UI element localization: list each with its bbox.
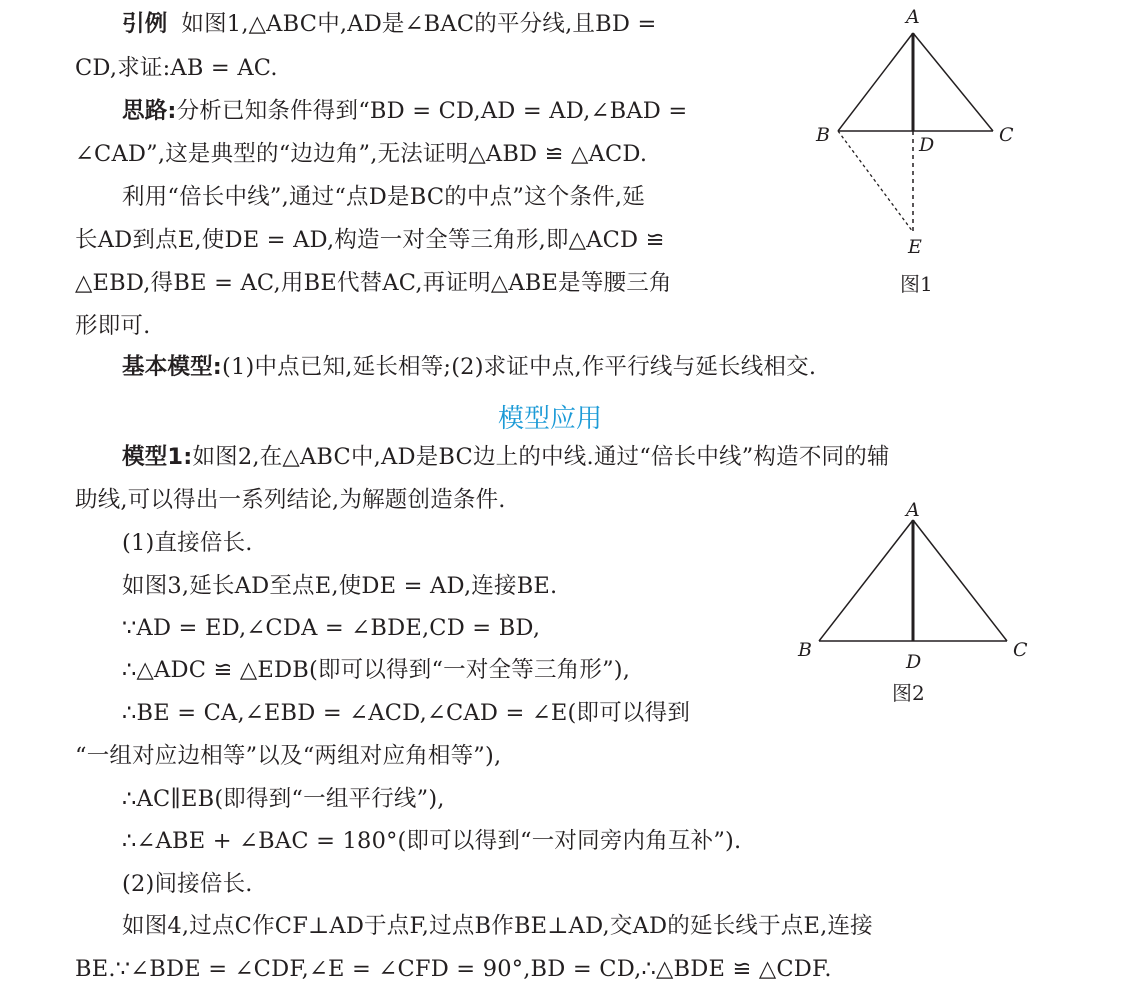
- model-line-6: ∴△ADC ≌ △EDB(即可以得到“一对全等三角形”),: [122, 657, 631, 683]
- model-line-12: 如图4,过点C作CF⊥AD于点F,过点B作BE⊥AD,交AD的延长线于点E,连接: [122, 913, 873, 939]
- model-line-5: ∵AD = ED,∠CDA = ∠BDE,CD = BD,: [122, 615, 541, 641]
- fig2-label-d: D: [906, 651, 922, 673]
- idea-line-4: 长AD到点E,使DE = AD,构造一对全等三角形,即△ACD ≌: [75, 227, 665, 253]
- fig1-label-e: E: [908, 236, 922, 258]
- model-line-10: ∴∠ABE + ∠BAC = 180°(即可以得到“一对同旁内角互补”).: [122, 828, 742, 854]
- model-line-11: (2)间接倍长.: [122, 871, 253, 897]
- idea-label: 思路:: [122, 98, 177, 124]
- fig1-label-c: C: [999, 124, 1014, 146]
- model-text: 如图2,在△ABC中,AD是BC边上的中线.通过“倍长中线”构造不同的辅: [192, 444, 890, 470]
- basic-model-label: 基本模型:: [122, 354, 222, 380]
- fig2-side-ab: [819, 520, 913, 641]
- intro-text: 如图1,△ABC中,AD是∠BAC的平分线,且BD =: [181, 11, 657, 37]
- fig2-label-c: C: [1013, 639, 1028, 661]
- section-title: 模型应用: [497, 404, 602, 434]
- idea-line-3: 利用“倍长中线”,通过“点D是BC的中点”这个条件,延: [122, 184, 645, 210]
- idea-line-6: 形即可.: [75, 313, 151, 339]
- model-line-3: (1)直接倍长.: [122, 530, 253, 556]
- fig2-label-b: B: [798, 639, 812, 661]
- model-label: 模型1:: [122, 444, 193, 470]
- model-line-2: 助线,可以得出一系列结论,为解题创造条件.: [75, 487, 506, 513]
- idea-line-2: ∠CAD”,这是典型的“边边角”,无法证明△ABD ≌ △ACD.: [75, 141, 648, 167]
- intro-label: 引例: [122, 11, 168, 37]
- model-line-13: BE.∵∠BDE = ∠CDF,∠E = ∠CFD = 90°,BD = CD,∴△BDE ≌ △CDF.: [75, 956, 832, 982]
- model-line-8: “一组对应边相等”以及“两组对应角相等”),: [75, 743, 502, 769]
- idea-text: 分析已知条件得到“BD = CD,AD = AD,∠BAD =: [176, 98, 688, 124]
- model-line-7: ∴BE = CA,∠EBD = ∠ACD,∠CAD = ∠E(即可以得到: [122, 700, 691, 726]
- fig2-side-ac: [913, 520, 1007, 641]
- fig2-label-a: A: [906, 499, 920, 521]
- fig1-label-d: D: [919, 134, 935, 156]
- fig2-caption: 图2: [892, 681, 925, 705]
- basic-model-text: (1)中点已知,延长相等;(2)求证中点,作平行线与延长线相交.: [222, 354, 817, 380]
- idea-line-5: △EBD,得BE = AC,用BE代替AC,再证明△ABE是等腰三角: [75, 270, 672, 296]
- fig1-label-b: B: [816, 124, 830, 146]
- intro-line-2: CD,求证:AB = AC.: [75, 55, 278, 81]
- fig1-caption: 图1: [900, 272, 933, 296]
- fig1-label-a: A: [906, 6, 920, 28]
- model-line-4: 如图3,延长AD至点E,使DE = AD,连接BE.: [122, 573, 558, 599]
- model-line-9: ∴AC∥EB(即得到“一组平行线”),: [122, 786, 445, 812]
